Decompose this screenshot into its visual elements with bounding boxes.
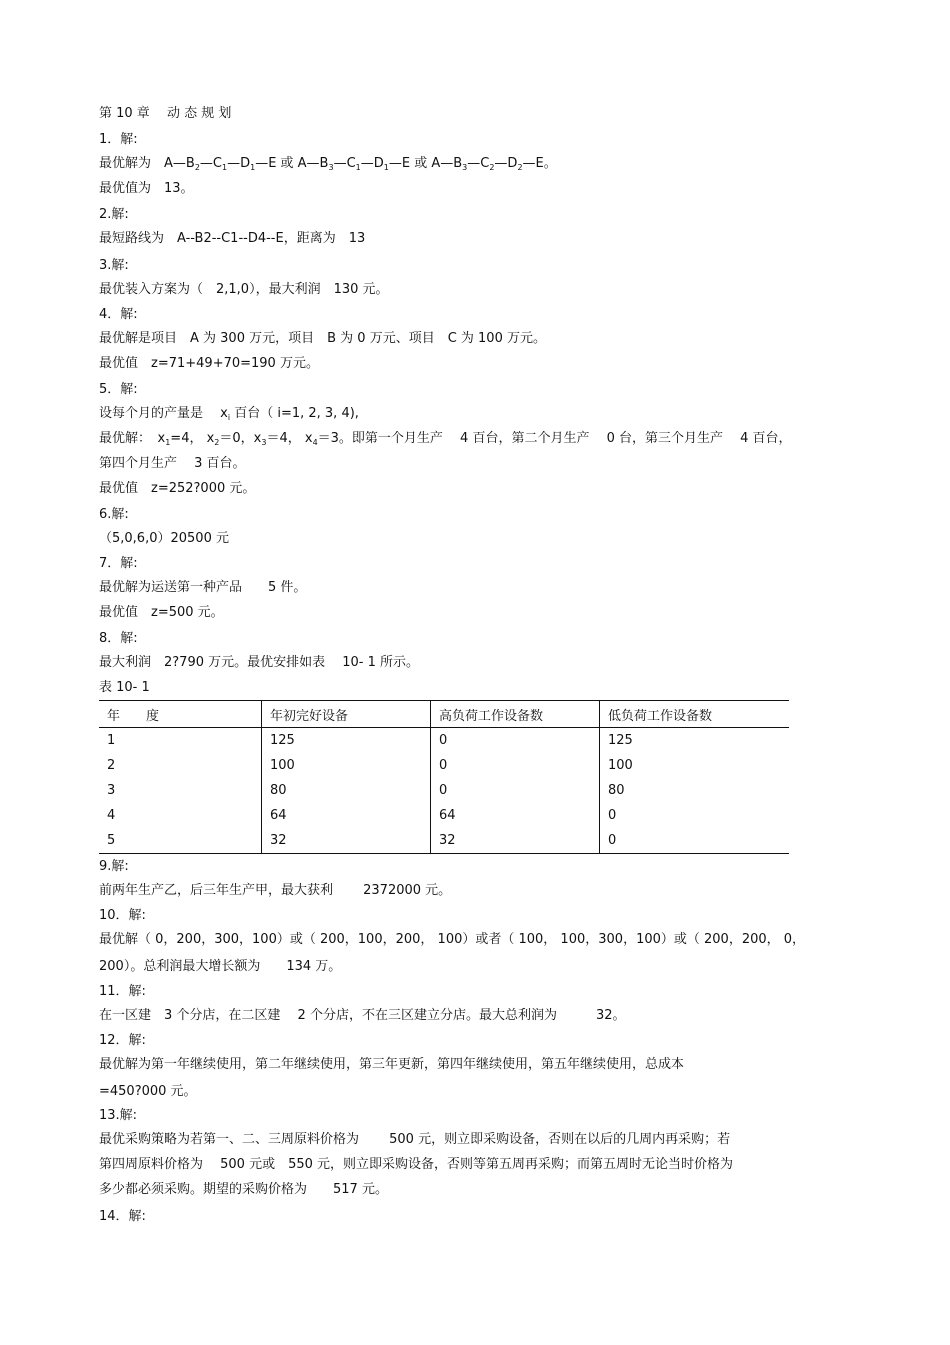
table-row: [99, 828, 789, 854]
s7-line2: 最优值 z=500 元。: [99, 605, 224, 620]
s9-heading: 9.解:: [99, 859, 129, 874]
s4-line1: 最优解是项目 A 为 300 万元，项目 B 为 0 万元、项目 C 为 100 万元。: [99, 331, 546, 346]
s9-line1: 前两年生产乙，后三年生产甲，最大获利 2372000 元。: [99, 883, 452, 898]
s11-line1: 在一区建 3 个分店，在二区建 2 个分店，不在三区建立分店。最大总利润为 32。: [99, 1008, 626, 1023]
cell-low: 0: [600, 803, 790, 828]
s3-line1: 最优装入方案为（ 2,1,0），最大利润 130 元。: [99, 282, 389, 297]
s6-line1: （5,0,6,0）20500 元: [99, 531, 229, 546]
cell-low: 125: [600, 728, 790, 754]
s10-heading: 10．解:: [99, 908, 146, 923]
s10-line1: 最优解（ 0，200，300，100）或（ 200，100，200， 100）或者（ 100， 100，300，100）或（ 200，200， 0，: [99, 932, 806, 947]
s7-heading: 7．解:: [99, 556, 138, 571]
s1-line2: 最优值为 13。: [99, 181, 194, 196]
table-row: [99, 803, 789, 828]
s1-heading: 1．解:: [99, 132, 138, 147]
header-low-load: 低负荷工作设备数: [600, 701, 790, 728]
table-caption: 表 10- 1: [99, 680, 150, 695]
equipment-table: [99, 700, 789, 854]
chapter-title: 第 10 章 动 态 规 划: [99, 106, 232, 121]
s5-line4: 最优值 z=252?000 元。: [99, 481, 256, 496]
cell-year: 5: [99, 828, 262, 854]
cell-high: 64: [431, 803, 600, 828]
cell-high: 0: [431, 753, 600, 778]
s7-line1: 最优解为运送第一种产品 5 件。: [99, 580, 307, 595]
header-high-load: 高负荷工作设备数: [431, 701, 600, 728]
cell-low: 80: [600, 778, 790, 803]
s2-line1: 最短路线为 A--B2--C1--D4--E，距离为 13: [99, 231, 366, 246]
cell-year: 3: [107, 783, 116, 798]
s1-line1: 最优解为 $A—B_2—C_1—D_1—E$ 或 $A—B_3—C_1—D_1—E$ 或 $A—B_3—C_2—D_2—E$。: [99, 156, 557, 172]
cell-good: 125: [262, 728, 431, 754]
s5-line3: 第四个月生产 3 百台。: [99, 456, 246, 471]
s14-heading: 14．解:: [99, 1209, 146, 1224]
cell-good: 32: [262, 828, 431, 854]
table-header-row: [99, 701, 789, 728]
cell-good: 100: [262, 753, 431, 778]
s3-heading: 3.解:: [99, 258, 129, 273]
cell-year: 1: [107, 733, 116, 748]
cell-good: 80: [262, 778, 431, 803]
cell-year: 4: [107, 808, 116, 823]
cell-high: 0: [431, 728, 600, 754]
cell-low: 100: [600, 753, 790, 778]
s2-heading: 2.解:: [99, 207, 129, 222]
cell-good: 64: [262, 803, 431, 828]
header-year: 年 度: [99, 701, 262, 728]
cell-year: 2: [107, 758, 116, 773]
s13-line1: 最优采购策略为若第一、二、三周原料价格为 500 元，则立即采购设备，否则在以后的几周内再采购；若: [99, 1132, 731, 1147]
s13-heading: 13.解:: [99, 1108, 138, 1123]
cell-low: 0: [600, 828, 790, 854]
s4-heading: 4．解:: [99, 307, 138, 322]
s8-line1: 最大利润 2?790 万元。最优安排如表 10- 1 所示。: [99, 655, 420, 670]
table-row: [99, 753, 789, 778]
cell-high: 32: [431, 828, 600, 854]
s13-line2: 第四周原料价格为 500 元或 550 元，则立即采购设备，否则等第五周再采购；而第五周时无论当时价格为: [99, 1157, 734, 1172]
header-good-equipment: 年初完好设备: [262, 701, 431, 728]
s12-line1: 最优解为第一年继续使用，第二年继续使用，第三年更新，第四年继续使用，第五年继续使用，总成本: [99, 1057, 685, 1072]
s5-line2: 最优解： $x_1=4$， $x_2=0$，$x_3=4$， $x_4=3$。即第一个月生产 4 百台，第二个月生产 0 台，第三个月生产 4 百台，: [99, 431, 792, 447]
s5-line1: 设每个月的产量是 $x_i$ 百台（ i=1, 2, 3, 4),: [99, 406, 359, 422]
s12-line2: =450?000 元。: [99, 1084, 197, 1099]
table-row: [99, 728, 789, 754]
s10-line2: 200）。总利润最大增长额为 134 万。: [99, 959, 342, 974]
s11-heading: 11．解:: [99, 984, 146, 999]
s6-heading: 6.解:: [99, 507, 129, 522]
s12-heading: 12．解:: [99, 1033, 146, 1048]
cell-high: 0: [431, 778, 600, 803]
s13-line3: 多少都必须采购。期望的采购价格为 517 元。: [99, 1182, 388, 1197]
s4-line2: 最优值 z=71+49+70=190 万元。: [99, 356, 319, 371]
s8-heading: 8．解:: [99, 631, 138, 646]
s5-heading: 5．解:: [99, 382, 138, 397]
table-row: [99, 778, 789, 803]
